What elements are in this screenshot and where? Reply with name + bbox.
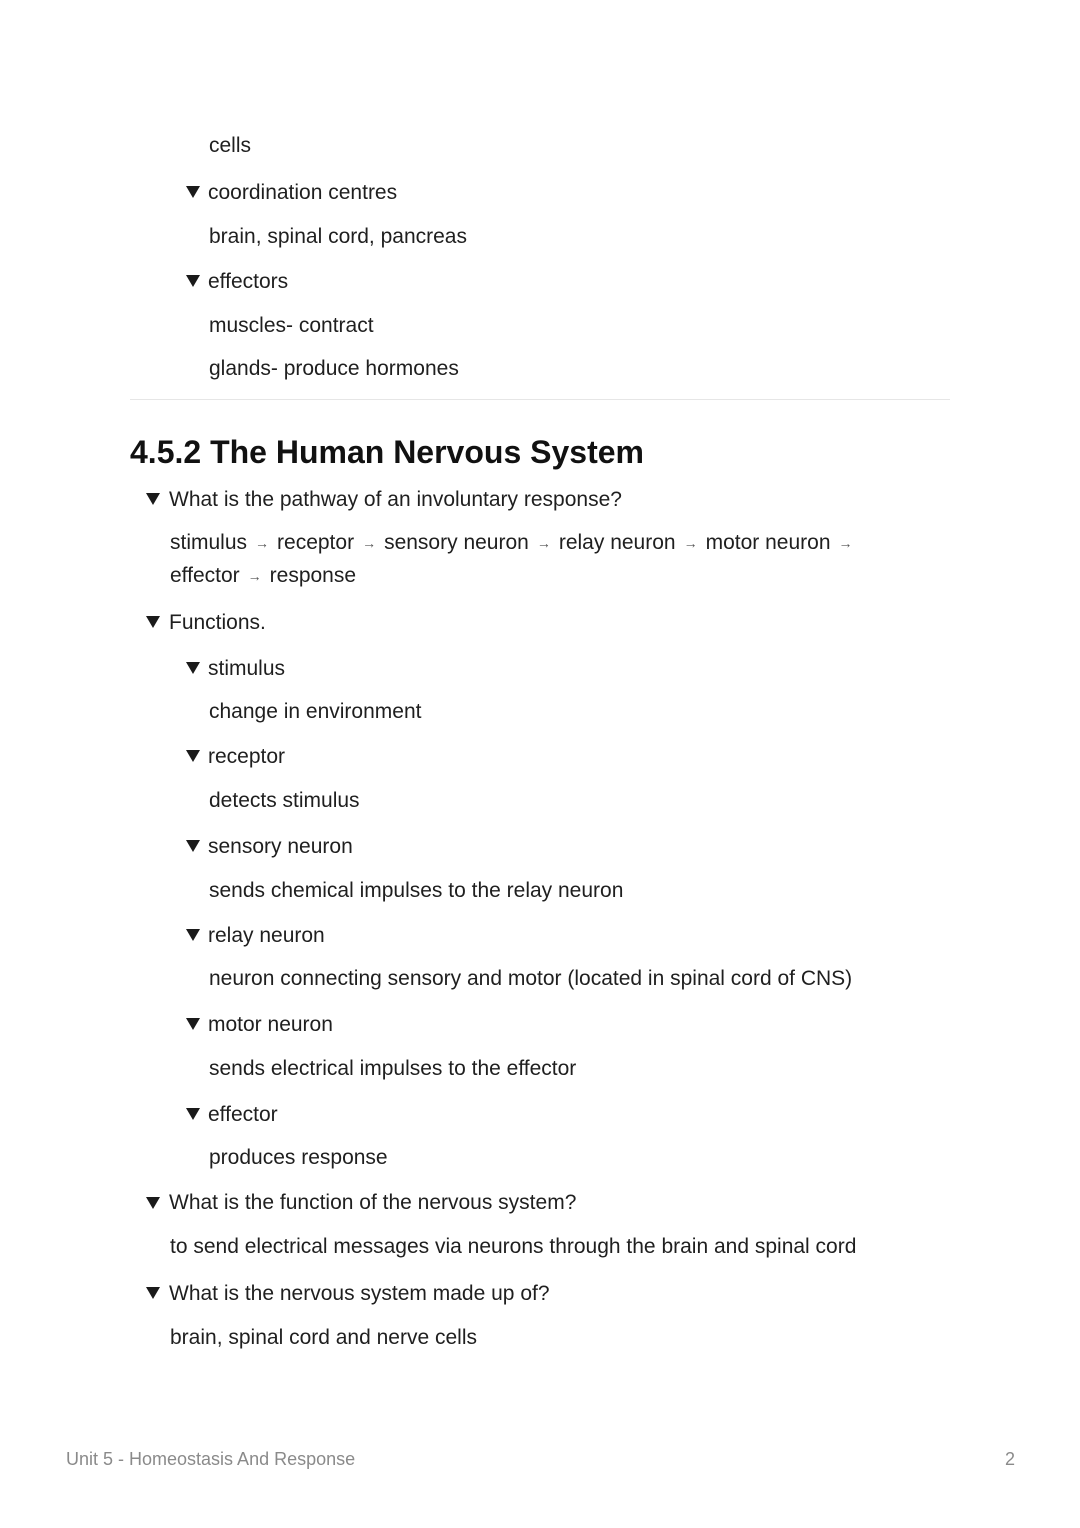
pathway-line-1 xyxy=(170,530,861,557)
toggle-triangle-icon[interactable] xyxy=(146,616,160,628)
sensory-neuron-body: sends chemical impulses to the relay neuron xyxy=(209,879,624,902)
toggle-triangle-icon[interactable] xyxy=(186,840,200,852)
cells-text: cells xyxy=(209,134,252,157)
toggle-label-effectors: effectors xyxy=(208,270,289,293)
toggle-label-pathway-question: What is the pathway of an involuntary response? xyxy=(169,488,622,511)
pathway-step: effector xyxy=(170,564,240,587)
stimulus-body: change in environment xyxy=(209,700,422,723)
made-of-answer: brain, spinal cord and nerve cells xyxy=(170,1326,478,1349)
toggle-label-receptor: receptor xyxy=(208,745,286,768)
toggle-label-sensory-neuron: sensory neuron xyxy=(208,835,353,858)
function-answer: to send electrical messages via neurons through the brain and spinal cord xyxy=(170,1235,857,1258)
motor-neuron-body: sends electrical impulses to the effector xyxy=(209,1057,577,1080)
relay-neuron-body: neuron connecting sensory and motor (located in spinal cord of CNS) xyxy=(209,967,853,990)
toggle-label-motor-neuron: motor neuron xyxy=(208,1013,333,1036)
coordination-centres-body: brain, spinal cord, pancreas xyxy=(209,225,467,248)
toggle-label-stimulus: stimulus xyxy=(208,657,286,680)
arrow-icon: → xyxy=(247,568,262,584)
footer-page-number: 2 xyxy=(1004,1449,1015,1469)
arrow-icon: → xyxy=(536,535,551,551)
footer-unit-title: Unit 5 - Homeostasis And Response xyxy=(66,1449,356,1469)
effector-body: produces response xyxy=(209,1146,388,1169)
arrow-icon: → xyxy=(838,535,853,551)
pathway-line-2 xyxy=(170,563,356,590)
pathway-step: sensory neuron xyxy=(384,531,529,554)
toggle-triangle-icon[interactable] xyxy=(146,493,160,505)
toggle-label-function-question: What is the function of the nervous system? xyxy=(169,1191,577,1214)
toggle-label-functions: Functions. xyxy=(169,611,266,634)
section-divider xyxy=(130,399,950,400)
toggle-triangle-icon[interactable] xyxy=(146,1287,160,1299)
toggle-triangle-icon[interactable] xyxy=(186,186,200,198)
pathway-step: receptor xyxy=(277,531,355,554)
toggle-label-relay-neuron: relay neuron xyxy=(208,924,325,947)
pathway-step: motor neuron xyxy=(705,531,831,554)
toggle-triangle-icon[interactable] xyxy=(186,275,200,287)
pathway-step: response xyxy=(269,564,357,587)
toggle-label-made-of-question: What is the nervous system made up of? xyxy=(169,1282,550,1305)
toggle-triangle-icon[interactable] xyxy=(146,1197,160,1209)
toggle-label-effector: effector xyxy=(208,1103,278,1126)
arrow-icon: → xyxy=(255,535,270,551)
section-heading: 4.5.2 The Human Nervous System xyxy=(130,434,644,470)
arrow-icon: → xyxy=(362,535,377,551)
pathway-step: relay neuron xyxy=(558,531,676,554)
receptor-body: detects stimulus xyxy=(209,789,360,812)
effectors-body-muscles: muscles- contract xyxy=(209,314,374,337)
toggle-triangle-icon[interactable] xyxy=(186,1108,200,1120)
toggle-triangle-icon[interactable] xyxy=(186,662,200,674)
toggle-triangle-icon[interactable] xyxy=(186,929,200,941)
effectors-body-glands: glands- produce hormones xyxy=(209,357,459,380)
toggle-triangle-icon[interactable] xyxy=(186,1018,200,1030)
pathway-step: stimulus xyxy=(170,531,248,554)
toggle-label-coordination-centres: coordination centres xyxy=(208,181,398,204)
arrow-icon: → xyxy=(683,535,698,551)
toggle-triangle-icon[interactable] xyxy=(186,750,200,762)
